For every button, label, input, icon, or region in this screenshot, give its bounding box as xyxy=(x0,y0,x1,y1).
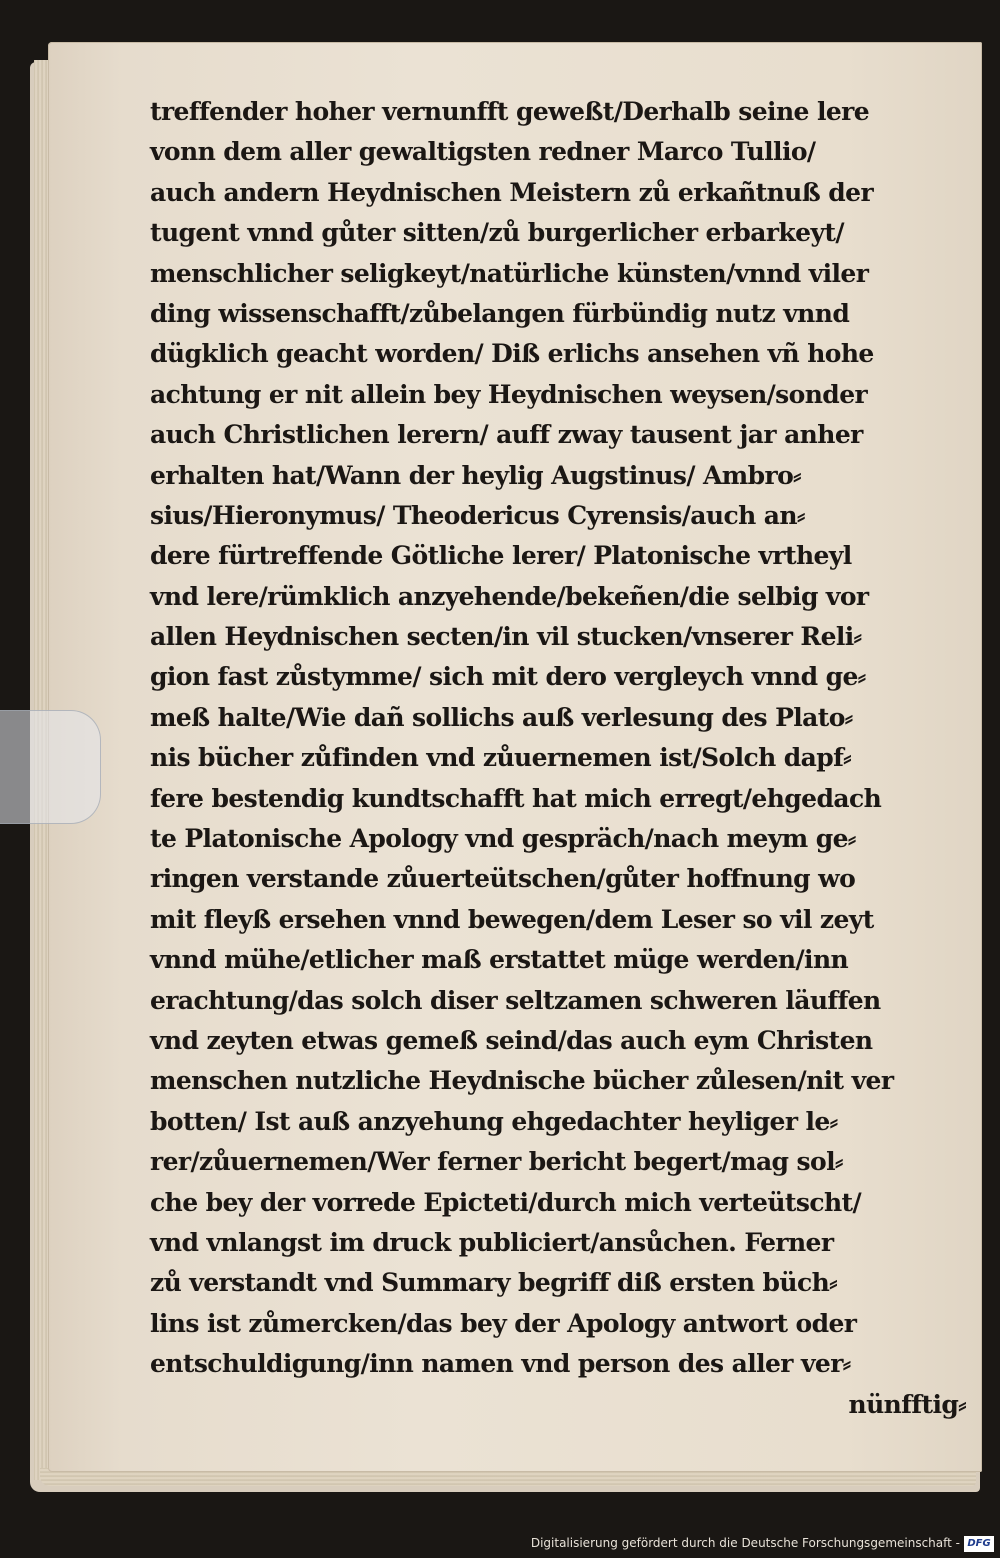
text-line: lins ist zůmercken/das bey der Apology antwort oder xyxy=(150,1308,857,1338)
text-line: te Platonische Apology vnd gespräch/nach meym ge⸗ xyxy=(150,824,856,854)
text-line: sius/Hieronymus/ Theodericus Cyrensis/auch an⸗ xyxy=(150,500,805,530)
text-line: dügklich geacht worden/ Diß erlichs ansehen vñ hohe xyxy=(150,339,874,369)
text-line: botten/ Ist auß anzyehung ehgedachter heyliger le⸗ xyxy=(150,1106,838,1136)
text-line: vonn dem aller gewaltigsten redner Marco Tullio/ xyxy=(150,137,816,167)
text-line: gion fast zůstymme/ sich mit dero vergleych vnnd ge⸗ xyxy=(150,662,866,692)
text-line: meß halte/Wie dañ sollichs auß verlesung des Plato⸗ xyxy=(150,702,853,732)
text-line: nis bücher zůfinden vnd zůuernemen ist/Solch dapf⸗ xyxy=(150,743,852,773)
text-line: allen Heydnischen secten/in vil stucken/vnserer Reli⸗ xyxy=(150,622,862,652)
text-line: achtung er nit allein bey Heydnischen weysen/sonder xyxy=(150,379,868,409)
text-line: erachtung/das solch diser seltzamen schweren läuffen xyxy=(150,985,881,1015)
text-line: rer/zůuernemen/Wer ferner bericht begert/mag sol⸗ xyxy=(150,1147,843,1177)
text-line: fere bestendig kundtschafft hat mich erregt/ehgedach xyxy=(150,783,882,813)
funding-credit: Digitalisierung gefördert durch die Deutsche Forschungsgemeinschaft - xyxy=(530,1536,960,1550)
text-line: zů verstandt vnd Summary begriff diß ersten büch⸗ xyxy=(150,1268,837,1298)
text-block xyxy=(150,92,966,1419)
text-line: vnd lere/rümklich anzyehende/bekeñen/die selbig vor xyxy=(150,581,869,611)
text-line: auch andern Heydnischen Meistern zů erkañtnuß der xyxy=(150,177,874,207)
catchword: nünfftig⸗ xyxy=(848,1389,966,1419)
footer-bar xyxy=(0,1532,1000,1558)
text-line: dere fürtreffende Götliche lerer/ Platonische vrtheyl xyxy=(150,541,852,571)
dfg-logo: DFG xyxy=(964,1536,994,1552)
text-line: vnd vnlangst im druck publiciert/ansůchen. Ferner xyxy=(150,1227,834,1257)
text-line: menschen nutzliche Heydnische bücher zůlesen/nit ver xyxy=(150,1066,894,1096)
text-line: che bey der vorrede Epicteti/durch mich verteütscht/ xyxy=(150,1187,862,1217)
text-line: entschuldigung/inn namen vnd person des aller ver⸗ xyxy=(150,1349,851,1379)
text-line: treffender hoher vernunfft geweßt/Derhalb seine lere xyxy=(150,97,870,126)
text-line: vnd zeyten etwas gemeß seind/das auch eym Christen xyxy=(150,1025,873,1055)
text-line: erhalten hat/Wann der heylig Augstinus/ Ambro⸗ xyxy=(150,460,801,490)
text-line: mit fleyß ersehen vnnd bewegen/dem Leser so vil zeyt xyxy=(150,904,874,934)
text-line: auch Christlichen lerern/ auff zway tausent jar anher xyxy=(150,420,863,450)
text-line: vnnd mühe/etlicher maß erstattet müge werden/inn xyxy=(150,945,849,975)
text-line: tugent vnnd gůter sitten/zů burgerlicher erbarkeyt/ xyxy=(150,218,844,248)
text-line: ding wissenschafft/zůbelangen fürbündig nutz vnnd xyxy=(150,298,850,328)
plastic-clip xyxy=(0,710,101,824)
text-line: ringen verstande zůuerteütschen/gůter hoffnung wo xyxy=(150,864,856,894)
text-line: menschlicher seligkeyt/natürliche künsten/vnnd viler xyxy=(150,258,869,288)
